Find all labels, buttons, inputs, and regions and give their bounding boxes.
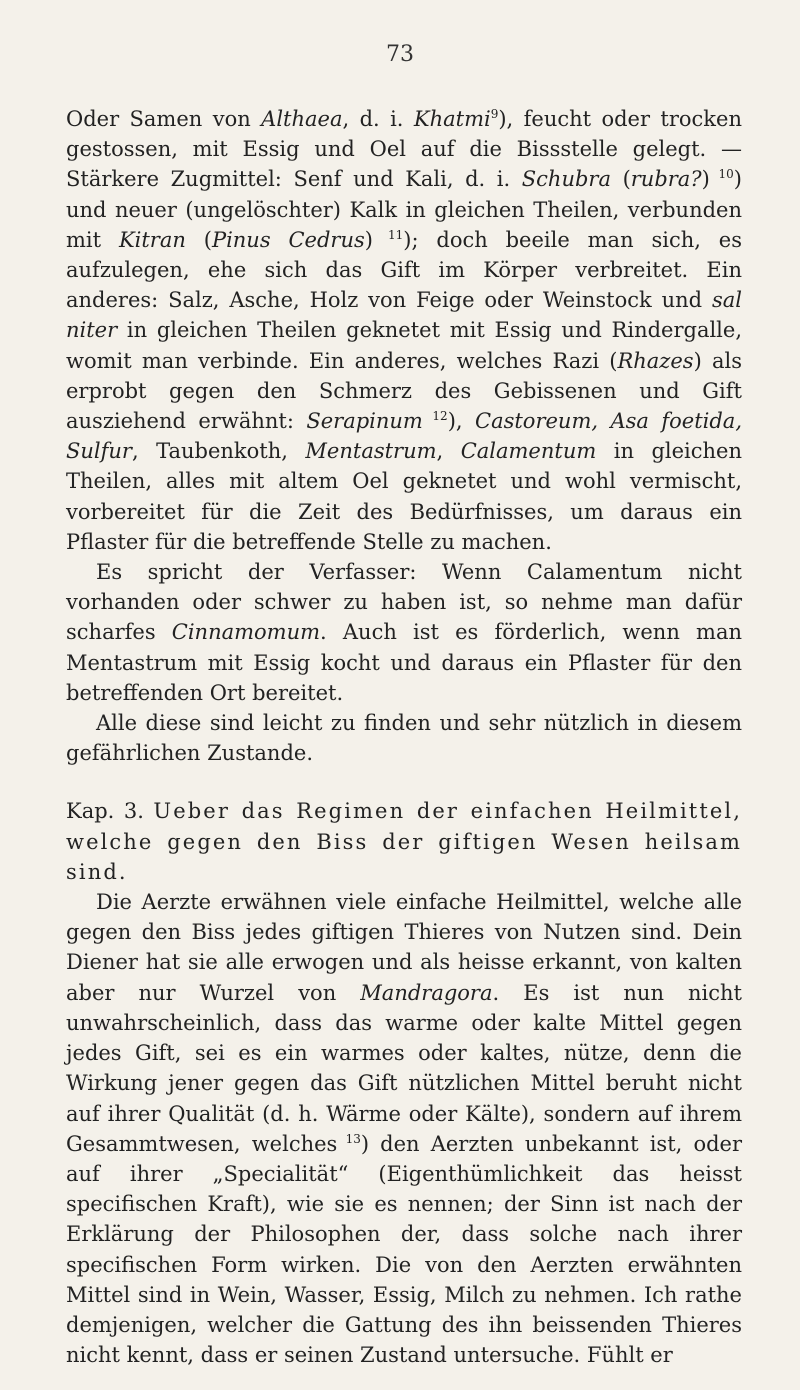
italic-term: Schubra bbox=[521, 167, 611, 192]
italic-term: rubra? bbox=[630, 167, 702, 192]
text-run: ), feucht oder trocken gestossen, mit Essig und Oel auf die Bissstelle gelegt. — Stärkere Zugmittel: Senf und Kali, d. i. bbox=[66, 107, 742, 192]
text-run: , Taubenkoth, bbox=[131, 439, 306, 464]
text-run: . Es ist nun nicht unwahrscheinlich, dass das warme oder kalte Mittel gegen jedes Gift, sei es ein warmes oder kaltes, nütze, denn die Wirkung jener gegen das Gift nützlichen Mittel beruht nicht auf ihrer Qualität (d. h. Wärme oder Kälte), sondern auf ihrem Gesammtwesen, welches bbox=[66, 980, 742, 1156]
italic-term: Pinus Cedrus bbox=[211, 227, 365, 252]
text-run: in gleichen Theilen geknetet mit Essig und Rindergalle, womit man verbinde. Ein anderes, welches Razi ( bbox=[66, 318, 742, 373]
text-run: Kap. 3. bbox=[66, 799, 154, 824]
italic-term: Mentastrum bbox=[305, 439, 437, 464]
text-run: , d. i. bbox=[342, 107, 414, 131]
italic-term: Khatmi bbox=[413, 107, 491, 131]
footnote-marker: 10 bbox=[709, 167, 734, 182]
footnote-marker: 12 bbox=[422, 409, 448, 424]
paragraph-3 bbox=[66, 708, 742, 768]
italic-term: Calamentum bbox=[460, 439, 597, 464]
text-run: Alle diese sind leicht zu finden und sehr nützlich in diesem gefährlichen Zustande. bbox=[66, 711, 742, 766]
footnote-marker: 9 bbox=[490, 107, 499, 121]
text-run: ); doch beeile man sich, es aufzulegen, ehe sich das Gift im Körper verbreitet. Ein anderes: Salz, Asche, Holz von Feige oder Weinstock und bbox=[66, 227, 742, 313]
text-run: , bbox=[436, 439, 461, 464]
italic-term: Castoreum, Asa foetida, Sulfur bbox=[66, 409, 742, 464]
text-run: ( bbox=[185, 227, 212, 252]
text-run: ) den Aerzten unbekannt ist, oder auf ihrer „Specialität“ (Eigenthümlichkeit das heisst specifischen Kraft), wie sie es nennen; der Sinn ist nach der Erklärung der Philosophen der, dass solche nach ihrer specifischen Form wirken. Die von den Aerzten erwähnten Mittel sind in Wein, Wasser, Essig, Milch zu nehmen. Ich rathe demjenigen, welcher die Gattung des ihn beissenden Thieres nicht kennt, dass er seinen Zustand untersuche. Fühlt er bbox=[66, 1131, 742, 1368]
footnote-marker: 11 bbox=[372, 227, 404, 242]
chapter-heading: Ueber das Regimen der einfachen Heilmittel, welche gegen den Biss der giftigen Wesen heilsam sind. bbox=[66, 799, 742, 884]
text-run: Die Aerzte erwähnen viele einfache Heilmittel, welche alle gegen den Biss jedes giftigen Thieres von Nutzen sind. Dein Diener hat sie alle erwogen und als heisse erkannt, von kalten aber nur Wurzel von bbox=[66, 890, 742, 1005]
text-run: Oder Samen von bbox=[66, 107, 262, 131]
footnote-marker: 13 bbox=[337, 1131, 361, 1146]
text-run: ) als erprobt gegen den Schmerz des Gebissenen und Gift ausziehend erwähnt: bbox=[66, 348, 742, 434]
italic-term: Althaea bbox=[261, 107, 343, 131]
italic-term: Serapinum bbox=[306, 409, 423, 434]
italic-term: Mandragora bbox=[360, 980, 493, 1005]
paragraph-5 bbox=[66, 887, 742, 1370]
italic-term: Rhazes bbox=[617, 348, 694, 373]
text-run: in gleichen Theilen, alles mit altem Oel geknetet und wohl vermischt, vorbereitet für die Zeit des Bedürfnisses, um daraus ein Pflaster für die betreffende Stelle zu machen. bbox=[66, 439, 742, 554]
paragraph-1 bbox=[66, 104, 742, 557]
italic-term: Kitran bbox=[118, 227, 186, 252]
italic-term: sal niter bbox=[66, 288, 742, 343]
paragraph-2 bbox=[66, 557, 742, 708]
text-run: ( bbox=[610, 167, 631, 192]
paragraph-4 bbox=[66, 796, 742, 887]
body-text bbox=[66, 104, 742, 1370]
text-run: ), bbox=[447, 409, 475, 434]
text-run: ) bbox=[364, 227, 373, 252]
text-run: ) und neuer (ungelöschter) Kalk in gleichen Theilen, verbunden mit bbox=[66, 167, 742, 252]
text-run: ) bbox=[701, 167, 710, 192]
text-run: . Auch ist es förderlich, wenn man Mentastrum mit Essig kocht und daraus ein Pflaster für den betreffenden Ort bereitet. bbox=[66, 620, 742, 705]
text-run: Es spricht der Verfasser: Wenn Calamentum nicht vorhanden oder schwer zu haben ist, so nehme man dafür scharfes bbox=[66, 560, 742, 645]
page-number: 73 bbox=[386, 42, 414, 67]
italic-term: Cinnamomum bbox=[171, 620, 321, 645]
